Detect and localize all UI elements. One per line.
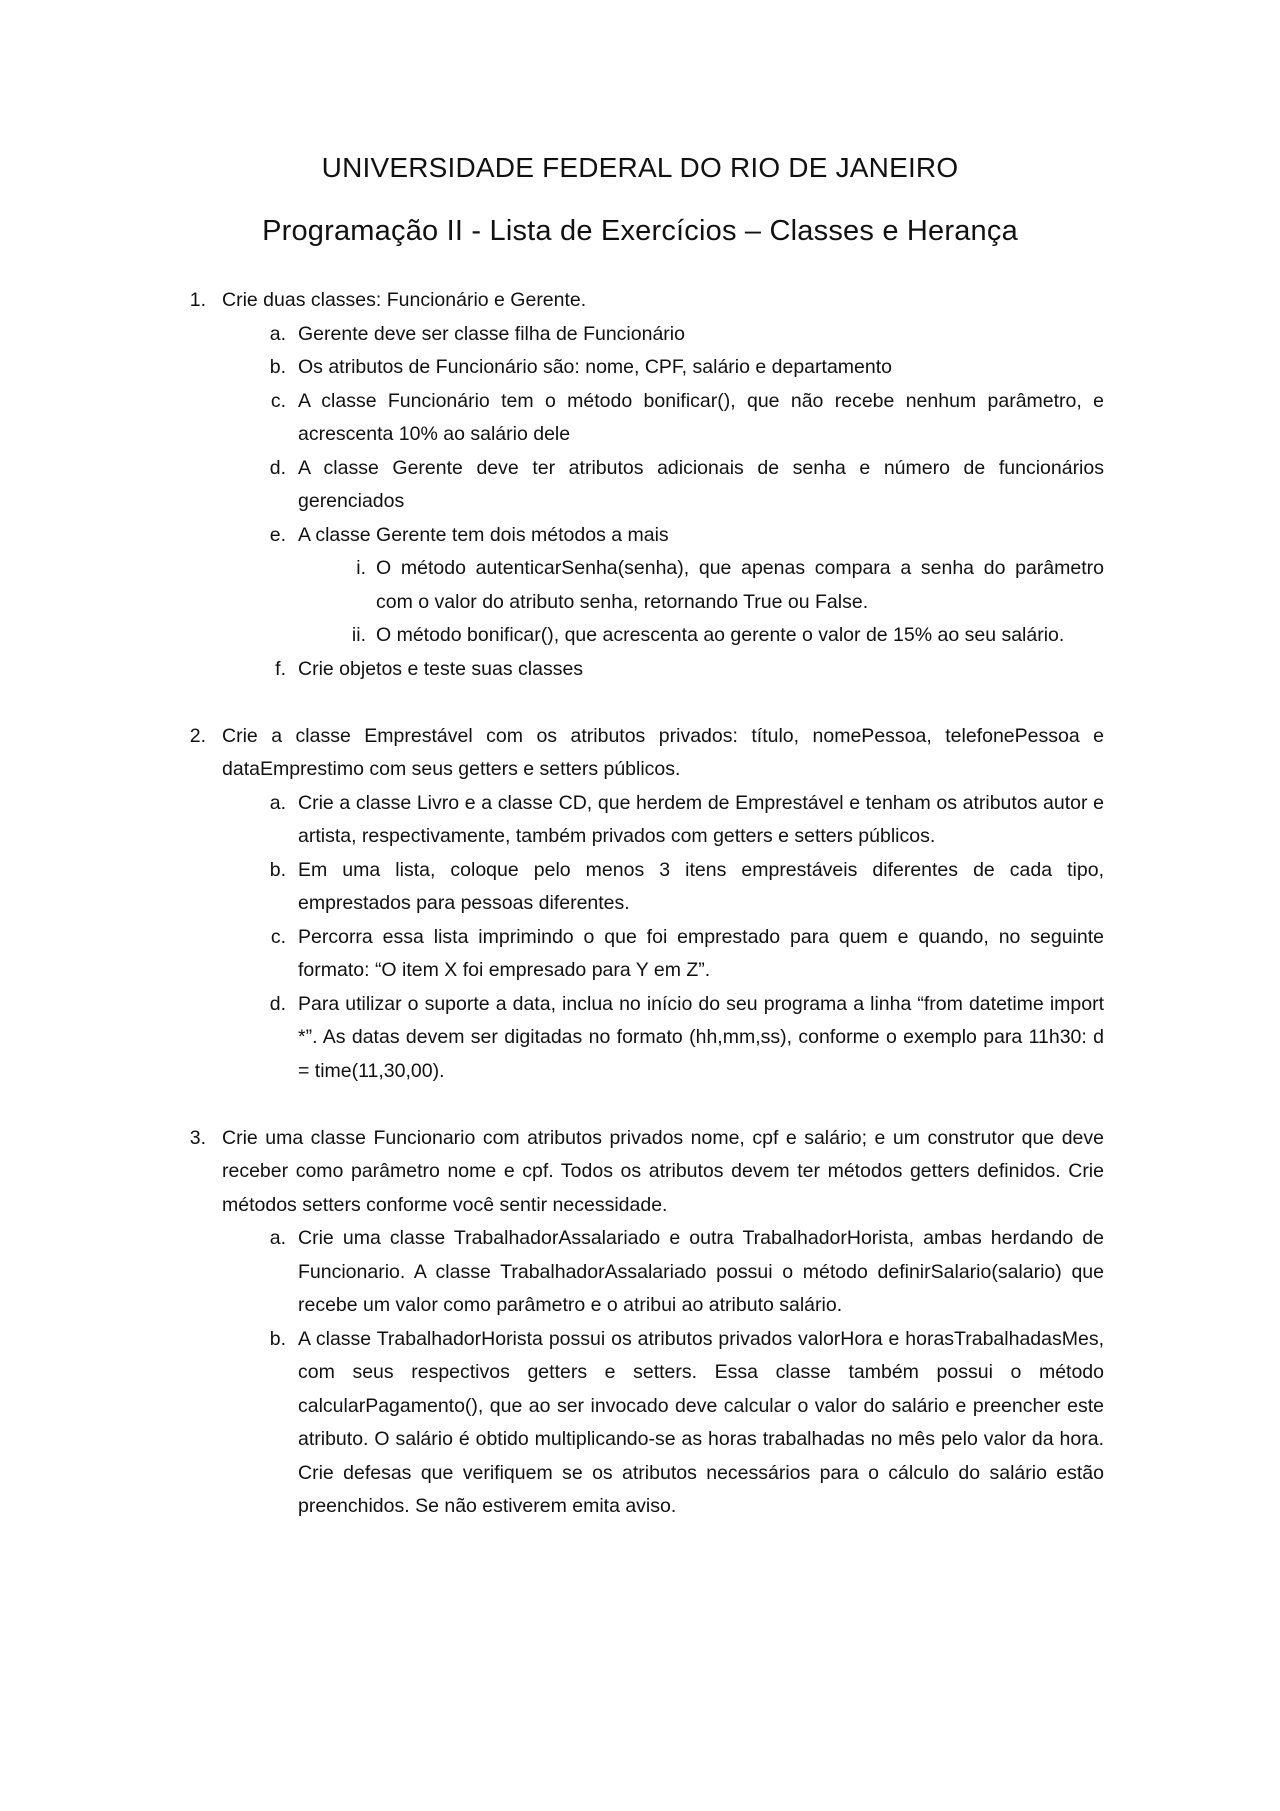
exercise-2: [180, 720, 1104, 1089]
list-item: [269, 988, 1104, 1089]
item-label: c.: [270, 925, 286, 948]
list-item: [269, 318, 1104, 352]
item-text: Crie objetos e teste suas classes: [298, 657, 584, 680]
item-label: e.: [269, 523, 286, 546]
subitem-text: O método bonificar(), que acrescenta ao gerente o valor de 15% ao seu salário.: [376, 624, 1065, 646]
list-item: [270, 385, 1104, 452]
exercise-text: Crie a classe Emprestável com os atributos privados: título, nomePessoa, telefonePessoa e dataEmprestimo com seus getters e setters públicos.: [222, 724, 1104, 780]
item-text: A classe Gerente tem dois métodos a mais: [298, 523, 669, 546]
list-item: [269, 452, 1104, 519]
item-text: Gerente deve ser classe filha de Funcionário: [298, 322, 685, 345]
item-label: a.: [269, 1227, 286, 1249]
exercise-1: [180, 284, 1104, 686]
subitem-text: O método autenticarSenha(senha), que apenas compara a senha do parâmetro com o valor do atributo senha, retornando True ou False.: [376, 557, 1104, 613]
exercise-3: [180, 1122, 1104, 1524]
item-label: b.: [269, 858, 286, 881]
spacer: [180, 686, 1104, 720]
list-subitem: [356, 552, 1104, 619]
item-text: Para utilizar o suporte a data, inclua no início do seu programa a linha “from datetime import *”. As datas devem ser digitadas no formato (hh,mm,ss), conforme o exemplo para 11h30: d = time(11,30,00).: [298, 992, 1104, 1082]
item-text: A classe Funcionário tem o método bonificar(), que não recebe nenhum parâmetro, e acrescenta 10% ao salário dele: [298, 389, 1104, 445]
exercise-list: [180, 284, 1104, 1524]
item-label: f.: [275, 657, 286, 680]
exercise-text: Crie duas classes: Funcionário e Gerente.: [222, 289, 587, 311]
list-item: [275, 653, 1104, 687]
document-subtitle: Programação II - Lista de Exercícios – Classes e Herança: [262, 215, 1018, 247]
list-subitem: [351, 619, 1104, 653]
list-item: [269, 519, 1104, 553]
university-title: UNIVERSIDADE FEDERAL DO RIO DE JANEIRO: [321, 152, 959, 183]
subitem-label: i.: [356, 557, 366, 579]
item-label: c.: [270, 389, 286, 412]
item-label: d.: [269, 456, 286, 479]
item-text: Crie a classe Livro e a classe CD, que herdem de Emprestável e tenham os atributos autor e artista, respectivamente, também privados com getters e setters públicos.: [298, 791, 1104, 847]
exercise-number: 1.: [189, 289, 206, 311]
item-label: b.: [269, 356, 286, 378]
list-item: [269, 351, 1104, 385]
item-text: Os atributos de Funcionário são: nome, CPF, salário e departamento: [298, 356, 892, 378]
list-item: [269, 1323, 1104, 1524]
list-item: [270, 921, 1104, 988]
item-text: Em uma lista, coloque pelo menos 3 itens emprestáveis diferentes de cada tipo, emprestados para pessoas diferentes.: [298, 858, 1104, 914]
list-item: [269, 1222, 1104, 1323]
item-text: Percorra essa lista imprimindo o que foi emprestado para quem e quando, no seguinte formato: “O item X foi empresado para Y em Z”.: [298, 925, 1104, 981]
list-item: [269, 854, 1104, 921]
exercise-number: 2.: [189, 724, 206, 747]
item-label: b.: [269, 1327, 286, 1350]
item-label: d.: [269, 992, 286, 1015]
spacer: [180, 1088, 1104, 1122]
list-item: [269, 787, 1104, 854]
exercise-number: 3.: [189, 1126, 206, 1149]
subitem-label: ii.: [351, 624, 366, 646]
exercise-text: Crie uma classe Funcionario com atributos privados nome, cpf e salário; e um construtor que deve receber como parâmetro nome e cpf. Todos os atributos devem ter métodos getters definidos. Crie métodos setters conforme você sentir necessidade.: [222, 1126, 1104, 1216]
item-text: A classe TrabalhadorHorista possui os atributos privados valorHora e horasTrabalhadasMes, com seus respectivos getters e setters. Essa classe também possui o método calcularPagamento(), que ao ser invocado deve calcular o valor do salário e preencher este atributo. O salário é obtido multiplicando-se as horas trabalhadas no mês pelo valor da hora. Crie defesas que verifiquem se os atributos necessários para o cálculo do salário estão preenchidos. Se não estiverem emita aviso.: [298, 1327, 1104, 1517]
item-text: A classe Gerente deve ter atributos adicionais de senha e número de funcionários gerenciados: [298, 456, 1104, 512]
item-label: a.: [269, 322, 286, 345]
item-text: Crie uma classe TrabalhadorAssalariado e outra TrabalhadorHorista, ambas herdando de Funcionario. A classe TrabalhadorAssalariado possui o método definirSalario(salario) que recebe um valor como parâmetro e o atribui ao atributo salário.: [298, 1227, 1104, 1316]
item-label: a.: [269, 791, 286, 814]
